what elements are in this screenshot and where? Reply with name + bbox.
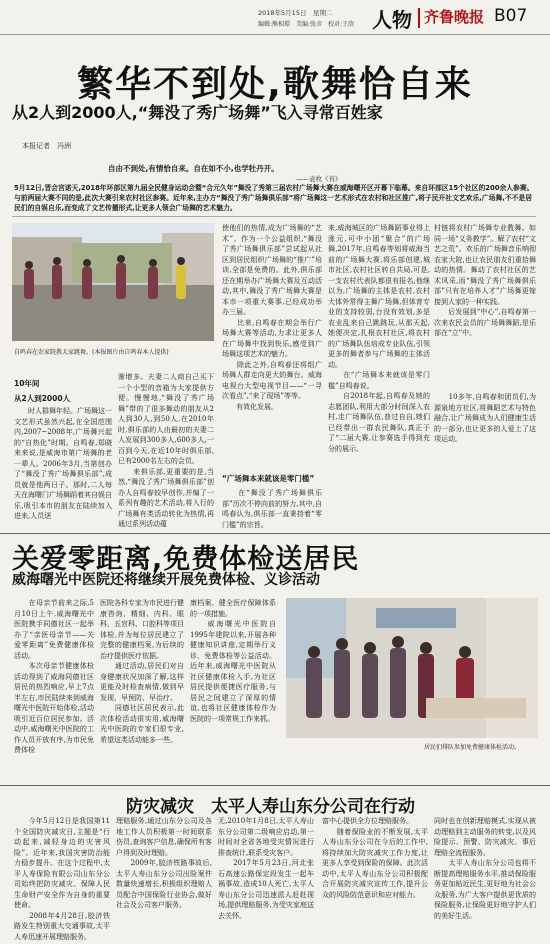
article3-column-3: 无,2010年1月8日,太平人寿山东分公司第二级响应启动,第一时间对全省各地受灾情况进行排查统计,联系受灾客户。 2017年5月23日,河北张石高速公路保定段发生一起车祸事故,造成10人死亡,太平人寿山东分公司迅速派人赶赴现场,提供理赔服务,为受灾家庭送去关怀。 [218, 817, 314, 920]
lead-divider [12, 216, 536, 217]
article1-column-5b: 10多年,自鸣春和团员们,为源泉地方社区,将舞蹈艺术与特色融合,让广场舞成为人们健康生活的一部分,也让更多的人爱上了这项运动。 [434, 393, 536, 443]
article2-column-2: 医院各科专家为市民进行健康咨询、精细、内科、眼科、五官科、口腔科等项目体检,并为每位居民建立了完整的健康档案,为后续的治疗提供医疗依据。 通过活动,居民们对自身健康状况加深了解,这样更能及时检查病情,做到早发现、早预防、早治疗。 同德社区居民表示,此次体检活动很实用,威海曙光中医院的专家们很专业,希望这类活动能多一些。 [100, 599, 184, 744]
article1-column-4: 来,威海城区的广场舞蹈事业得上涨元,可中小团“聚合”的广场舞,2017年,自鸣春等划将威海当前的广场舞大赛,将乐部创建,城市社区,农村社区转自共局,可是,一支农村代表队都很有报名,他继以为,广场舞的主体是农村,农村大体外常得主舞广场舞,但体育专业的支持较弱,台没有效划,多是农业乱来自己跳跳玩,从那天起,她便决定,扎根农村社区,将农村的广场舞队伍培成专业队伍,引领更多的舞者参与广场舞的主体活动。 在“广场舞本来就该是零门槛”自鸣春说。 自2018年起,自鸣春及她的志愿团队,利用大部分时间深入农村,走广场舞队伍,普过自自,她们已经带出一群农民舞队,真正于了“二届大赛,让参赛选手得到充分的展示。 [328, 224, 430, 453]
article1-byline: 本报记者 冯洲 [22, 142, 71, 150]
article2-column-1: 在母亲节前来之际,5月10日上午,威海曙光中医院携手同德社区一起举办了“亲医母亲节——关爱零距离”免费健康体检活动。 本次母亲节健康体检活动得到了威海同德社区居民的热烈响应,早上7点半左右,市民陆续来到威海曙光中医院开始体检,活动吸引近百位居民参加。活动中,威海曙光中医院的工作人员开放有序,为市民免费体检 [14, 599, 94, 754]
article1-column-5: 村链将农村广场舞专业教舞。如同一场“义务教学”。解了农村“文艺之荒”。欢乐的广场舞音乐响彻农家大院,也让农民朋友们重拾舞动的热情。舞动了农村社区的艺术风采,而“舞没了秀广场舞俱乐部”只有在培养人才”广场舞更嫁接到人家的一种实践。 后发展到“中心”,自鸣春第一次来农民会员的广场舞舞蹈,是乐部在“立”中。 [434, 224, 536, 337]
article3-column-4: 富中心提供全方位理赔服务。 随着保险业的不断发展,太平人寿山东分公司在今后的工作中,将持续加大防灾减灾工作力度,让更多人享受到保险的保障。此次活动中,太平人寿山东分公司积极配合开展防灾减灾宣传工作,提升公众的风险防范意识和应对能力。 [322, 817, 428, 899]
dance-photo-image [12, 223, 214, 341]
article1-column-2: 渐增多。夫妻二人商自己买下一个小型的音箱为大家提供方便。慢慢地,“舞没了秀广场舞”带的了很多舞动的朋友从2人到30人,到50人,在2010年时,俱乐部的人由最初的夫妻二人发展到300多人,600多人,一百到今天,在近10年时俱乐部,已有2000名左右的会员。 来俱乐部,更重要的是,当然,“舞没了秀广场舞俱乐部”创办人自鸣春较早创作,并编了一系列有趣的艺术活动,将入行的广场舞有类活动转化为热情,再通过系列活动蕴 [118, 373, 214, 528]
article-divider-1 [0, 533, 550, 534]
editor-credits: 编辑:熊相璟 美编:张彦 校对:王欣 [258, 21, 355, 28]
article1-epigraph: 自由不到处,有情恰自来。自在如不小,也学牡丹开。 [108, 164, 279, 173]
checkup-photo [286, 598, 538, 738]
article2-column-3: 康档案、健全医疗保障体系的一项措施。 威海曙光中医院自1995年建院以来,开展各种健康知识讲座,定期举行义诊、免费体检等公益活动。近年来,威海曙光中医院从社区健康体检入手,为社区居民提供便捷医疗服务,与居民之间建立了深厚的情谊,也将社区健康体检作为医院的一项常规工作来抓。 [190, 599, 276, 723]
article1-column-3b: 在“舞没了秀广场舞俱乐部”历次不停向前的努力,其中,自鸣春认为,俱乐部一直秉持着“零门槛”的宗旨。 [222, 489, 322, 529]
article3-headline: 防灾减灾 太平人寿山东分公司在行动 [126, 797, 415, 817]
issue-date: 2018年5月15日 星期二 [258, 9, 333, 17]
dance-photo-caption: 自鸣春在农家院教大家跳舞。(本报图片由自鸣春本人提供) [14, 349, 169, 356]
article1-subhead: 从2人到2000人,“舞没了秀广场舞”飞入寻常百姓家 [12, 103, 383, 122]
article1-lead: 5月12日,晋会宫诺天,2018年环部区第九届全民健身运动会暨“合元久年”舞没了秀第三届农村广场舞大赛在威海曙开区开幕下临幕。来自环部区15个社区的200余人参赛。与前两届大赛不同的是,此次大赛引来农村社区参赛。近年来,主办方“舞没了秀广场舞俱乐部”将广场舞这一艺术形式在农村和社区推广,将子民开社文艺欢乐,广场舞,不不是居民们的自娱自乐,而变成了文艺传播形式,让更多人领会广场舞的艺术魅力。 [14, 184, 534, 212]
article2-subhead: 威海曙光中医院还将继续开展免费体检、义诊活动 [12, 572, 320, 588]
article1-subhead-zero-threshold: “广场舞本来就该是零门槛” [222, 474, 315, 483]
article1-column-3: 使他们的热情,成为广场舞的“艺术”。作为一个公益组织,“舞没了秀广场舞俱乐部”尝试起从社区到居民组织广场舞的“推广”培训,全部是免费的。此外,俱乐部还在期举办广场舞大赛及互动活动,其中,舞没了秀广场舞大赛是本市一项重大赛事,已经成功举办三届。 比来,自鸣春在期会举行广场舞大赛等活动,力求让更多人在广场舞中找到快乐,感受到广场舞这项艺术的魅力。 除此之外,自鸣春还将组广场舞人群走向更大的舞台。威海电视台大型电视节目——“一寻次看点”,“来了现场”等等。 有效化发展。 [222, 224, 322, 411]
section-name: 人物 [372, 8, 412, 32]
page-number: B07 [494, 6, 528, 26]
article1-subhead-growth: 从2人到2000人 [14, 394, 71, 403]
article3-column-5: 同时也在创新理赔模式,实现从被动理赔到主动服务的转变,以及风险提示、预警、防灾减灾、事后理赔全流程服务。 太平人寿山东分公司也将不断提高理赔服务水平,推动保险服务更加贴近民生,更好地为社会公众服务,为广大客户提供更优质的保险服务,让保险更好地守护人们的美好生活。 [434, 817, 536, 920]
checkup-photo-image [286, 598, 538, 738]
article1-subhead-decade: 10年间 [14, 379, 40, 388]
article2-headline: 关爱零距离,免费体检送居民 [12, 544, 360, 575]
page-header [0, 0, 550, 34]
dance-photo [12, 223, 214, 341]
checkup-photo-caption: 居民们排队参加免费健康体检活动。 [424, 744, 521, 751]
article1-column-1: 时人群舞年轻。广场舞这一文艺形式虽然兴起,在全国范围内,2007~2008年,广场舞兴起的“自热化”时期。自鸣春,郑晓来来说,是威海市第广场舞的老一辈人。2006年3月,当第创办了“舞没了秀广场舞俱乐部”,成员就是他两日子。那时,二人每天在海曙门广场舞蹈着其自娱自乐,吸引本市的朋友在陆续加入进来,人员逐 [14, 407, 112, 520]
article1-epigraph-source: ——袁枚《苔》 [296, 175, 342, 183]
header-divider [418, 8, 420, 28]
article-divider-2 [0, 785, 550, 786]
article3-column-2: 理赔服务,通过山东分公司及各地工作人员积极第一时间联系伤员,查询客户信息,确保所有客户得到及时理赔。 2009年,胶济铁路事故后,太平人寿山东分公司出险案件数量快速增长,积极组织理赔人员配合中国保险行业协会,做好社会及公司客户服务。 [116, 817, 212, 909]
article1-headline: 繁华不到处,歌舞恰自来 [77, 64, 473, 105]
article3-column-1: 今年5月12日是我国第11个全国防灾减灾日,主题是“行动起来,减轻身边的灾害风险”。近年来,我国灾害防治能力稳步提升。在这个过程中,太平人寿保险有限公司山东分公司始终把防灾减灾、保障人民生命财产安全作为自身的重要使命。 2008年4月28日,胶济铁路发生特别重大交通事故,太平人寿迅速开展理赔服务。 [14, 817, 110, 940]
header-rule [0, 34, 550, 35]
newspaper-logo: 齐鲁晚报 [424, 8, 485, 26]
